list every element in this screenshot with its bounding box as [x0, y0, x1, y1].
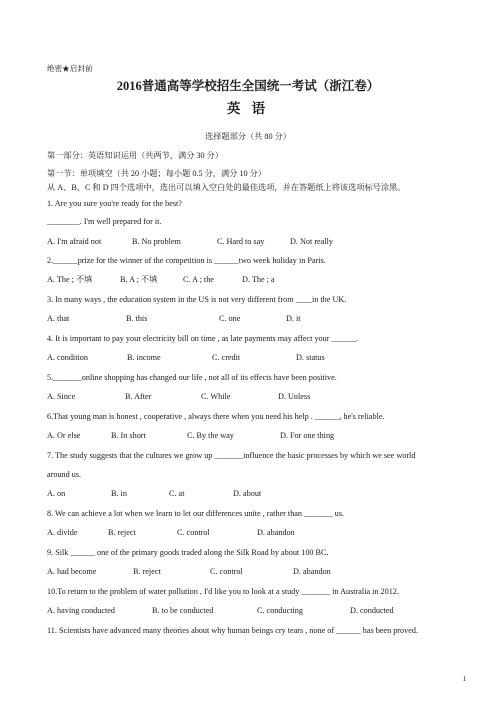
question-5-option-d: D. Unless	[278, 392, 311, 401]
question-5-option-b: B. After	[125, 392, 152, 401]
question-9-stem: 9. Silk ______ one of the primary goods traded along the Silk Road by about 100 BC.	[47, 548, 329, 557]
question-1-reply: ________. I'm well prepared for it.	[47, 217, 162, 226]
question-3-option-c: C. one	[219, 314, 241, 323]
question-6-stem: 6.That young man is honest , cooperative , always there when you need his help . ______, he's reliable.	[47, 412, 385, 421]
question-2-option-a: A. The ; 不填	[47, 275, 93, 284]
question-10-option-b: B. to be conducted	[152, 606, 214, 615]
page-number: 1	[462, 675, 466, 683]
question-10-stem: 10.To return to the problem of water pollution , I'd like you to look at a study _______ in Australia in 2012.	[47, 587, 400, 596]
question-3-option-a: A. that	[47, 314, 70, 323]
part1-heading: 第一部分：英语知识运用（共两节，满分 30 分）	[47, 151, 224, 160]
question-5-option-a: A. Since	[47, 392, 76, 401]
question-2-option-c: C. A ; the	[183, 275, 214, 284]
question-7-option-a: A. on	[47, 489, 66, 498]
question-7-option-b: B. in	[111, 489, 127, 498]
section1-heading: 第一节：单项填空（共 20 小题；每小题 0.5 分，满分 10 分）	[47, 169, 267, 178]
question-10-option-a: A. having conducted	[47, 606, 115, 615]
question-3-option-d: D. it	[286, 314, 301, 323]
question-5-option-c: C. While	[201, 392, 231, 401]
question-8-option-c: C. control	[177, 528, 210, 537]
question-9-option-a: A. had become	[47, 567, 97, 576]
question-5-stem: 5._______online shopping has changed our life , not all of its effects have been positive.	[47, 373, 337, 382]
question-1-option-a: A. I'm afraid not	[47, 237, 102, 246]
question-3-stem: 3. In many ways , the education system in the US is not very different from ____in the UK.	[47, 295, 347, 304]
exam-title: 2016普通高等学校招生全国统一考试（浙江卷）	[116, 79, 380, 93]
question-6-option-c: C. By the way	[187, 431, 234, 440]
question-1-option-c: C. Hard to say	[217, 237, 265, 246]
question-7-option-d: D. about	[233, 489, 262, 498]
instructions: 从 A、B、C 和 D 四个选项中，选出可以填入空白处的最佳选项，并在答题纸上将该选项标号涂黑。	[47, 183, 406, 192]
question-4-option-d: D. status	[296, 353, 325, 362]
question-1-option-d: D. Not really	[290, 237, 333, 246]
question-8-option-d: D. abandon	[257, 528, 295, 537]
question-8-option-a: A. divide	[47, 528, 78, 537]
question-2-option-b: B. A ; 不填	[120, 275, 158, 284]
part-heading: 选择题部分（共 80 分）	[205, 132, 291, 141]
confidential-label: 绝密★启封前	[47, 64, 93, 73]
question-6-option-b: B. In short	[111, 431, 146, 440]
question-1-option-b: B. No problem	[132, 237, 181, 246]
question-10-option-c: C. conducting	[257, 606, 303, 615]
question-2-stem: 2.______prize for the winner of the competition is ______two week holiday in Paris.	[47, 256, 326, 265]
question-11-stem: 11. Scientists have advanced many theories about why human beings cry tears , none of ______ has been proved.	[47, 626, 418, 635]
question-7-stem-continued: around us.	[47, 470, 82, 479]
question-9-option-c: C. control	[210, 567, 243, 576]
question-7-option-c: C. at	[169, 489, 185, 498]
question-6-option-a: A. Or else	[47, 431, 81, 440]
question-9-option-d: D. abandon	[293, 567, 331, 576]
question-4-option-b: B. income	[127, 353, 161, 362]
question-8-option-b: B. reject	[108, 528, 136, 537]
question-7-stem: 7. The study suggests that the cultures we grow up _______influence the basic processes by which we see world	[47, 451, 416, 460]
question-1-stem: 1. Are you sure you're ready for the best?	[47, 199, 182, 208]
subject-title: 英 语	[226, 101, 270, 116]
question-3-option-b: B. this	[126, 314, 148, 323]
question-9-option-b: B. reject	[133, 567, 161, 576]
question-10-option-d: D. conducted	[350, 606, 394, 615]
question-4-stem: 4. It is important to pay your electricity bill on time , as late payments may affect your ______.	[47, 334, 359, 343]
question-8-stem: 8. We can achieve a lot when we learn to let our differences unite , rather than _______ us.	[47, 509, 345, 518]
question-2-option-d: D. The ; a	[242, 275, 275, 284]
question-4-option-a: A. condition	[47, 353, 88, 362]
question-4-option-c: C. credit	[212, 353, 241, 362]
question-6-option-d: D. For one thing	[280, 431, 335, 440]
